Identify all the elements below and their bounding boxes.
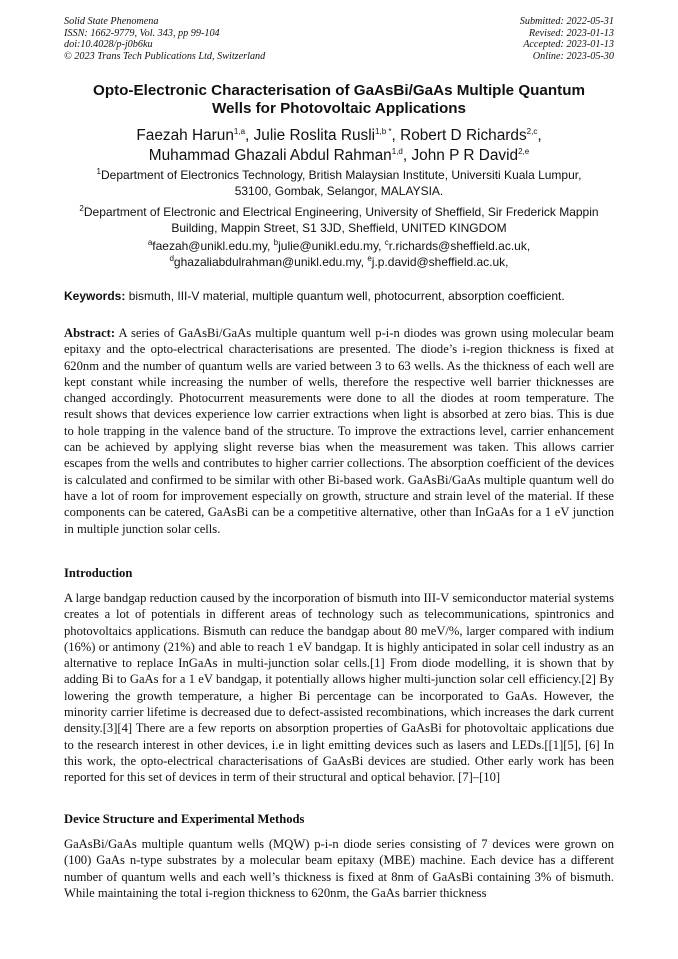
author-affil-mark: 2,c xyxy=(526,126,538,136)
date-accepted: Accepted: 2023-01-13 xyxy=(523,39,614,51)
abstract-label: Abstract: xyxy=(64,326,116,340)
affil-mark: 1 xyxy=(96,167,101,176)
author-name: Julie Roslita Rusli xyxy=(253,127,376,144)
email-link[interactable]: r.richards@sheffield.ac.uk, xyxy=(388,239,531,253)
keywords-label: Keywords: xyxy=(64,289,126,303)
title-line-2: Wells for Photovoltaic Applications xyxy=(212,100,466,117)
keywords-text: bismuth, III-V material, multiple quantum well, photocurrent, absorption coefficient. xyxy=(128,289,565,303)
abstract xyxy=(64,325,614,537)
author-list: Faezah Harun$^{1,a}$, Julie Roslita Rusli$^{1,b *}$, Robert D Richards$^{2,c}$, Muhammad Ghazali Abdul Rahman$^{1,d}$, John P R David$^{2,e}$ xyxy=(136,126,542,164)
affil-text: Department of Electronic and Electrical Engineering, University of Sheffield, Sir Frederick Mappin xyxy=(83,205,599,219)
section-heading-device-structure: Device Structure and Experimental Methods xyxy=(64,812,305,826)
abstract-text: A series of GaAsBi/GaAs multiple quantum well p-i-n diodes was grown using molecular beam epitaxy and the opto-electrical characterisations are presented. The diode’s i-region thickness is fixed at 620nm and the number of quantum wells are varied between 3 to 63 wells. As the thickness of each well are kept constant while increasing the number of wells, therefore the respective well barrier thicknesses are changed accordingly. Photocurrent measurements were done to all the diodes at room temperature. The result shows that devices experience low carrier extractions when light is absorbed at zero bias. This is due to hole trapping in the valence band of the structure. To improve the extractions level, carrier enhancement can be achieved by applying slight reverse bias when the measurement was taken. This allows carrier escapes from the wells and contributes to higher carrier collections. The absorption coefficient of the devices is calculated and confirmed to be similar with other Bi-based work. GaAsBi/GaAs multiple quantum well do have a lot of room for improvement especially on growth, structure and strain level of the material. If these components can be catered, GaAsBi can be a competitive alternative, other than InGaAs for a 1 eV junction in multiple junction solar cells. xyxy=(64,326,614,536)
email-link[interactable]: j.p.david@sheffield.ac.uk, xyxy=(371,254,509,269)
publication-dates xyxy=(520,16,614,62)
section-heading-introduction: Introduction xyxy=(64,566,133,580)
device-structure-text: GaAsBi/GaAs multiple quantum wells (MQW) p-i-n diode series consisting of 7 devices were grown on (100) GaAs n-type substrates by a molecular beam epitaxy (MBE) machine. Each device has a different number of quantum wells and each well’s thickness is fixed at 8nm of GaAsBi containing 3% of bismuth. While maintaining the total i-region thickness to 620nm, the GaAs barrier thickness xyxy=(64,837,614,900)
affiliation-2 xyxy=(64,205,614,236)
title-line-1: Opto-Electronic Characterisation of GaAsBi/GaAs Multiple Quantum xyxy=(93,82,585,99)
author-affil-mark: 1,d xyxy=(391,146,403,156)
author-name: Muhammad Ghazali Abdul Rahman xyxy=(148,147,392,164)
affil-text: Building, Mappin Street, S1 3JD, Sheffield, UNITED KINGDOM xyxy=(171,220,507,235)
affil-mark: 2 xyxy=(79,204,84,213)
introduction-text: A large bandgap reduction caused by the incorporation of bismuth into III-V semiconductor material systems creates a lot of potentials in different areas of technology such as telecommunications, spintronics and photovoltaics applications. Bismuth can reduce the bandgap about 80 meV/%, larger compared with indium (16%) or antimony (21%) and able to reach 1 eV bandgap. It is highly anticipated in solar cell industry as an alternative to replace InGaAs in multi-junction solar cells.[1] From diode modelling, it is shown that by adding Bi to GaAs for a 1 eV bandgap, it potentially allows higher multi-junction solar cell efficiency.[2] By lowering the growth temperature, a higher Bi percentage can be incorporated to GaAs. However, the minority carrier lifetime is decreased due to defect-assisted recombinations, which increases the dark current density.[3][4] There are a few reports on absorption properties of GaAsBi for photovoltaic applications due to the research interest in other devices, i.e in light emitting devices such as lasers and LEDs.[[1][5], [6] In this work, the opto-electrical characterisations of GaAsBi devices are studied. Other early work has been reported for this set of devices in term of their structural and optical behavior. [7]–[10] xyxy=(64,591,614,785)
email-mark: a xyxy=(147,238,153,247)
author-name: John P R David xyxy=(411,147,519,164)
author-affil-mark: 1,b * xyxy=(375,126,392,136)
author-affil-mark: 1,a xyxy=(233,126,246,136)
journal-issn: ISSN: 1662-9779, Vol. 343, pp 99-104 xyxy=(64,27,220,39)
email-link[interactable]: faezah@unikl.edu.my, xyxy=(152,239,271,253)
journal-name: Solid State Phenomena xyxy=(64,16,159,27)
email-link[interactable]: julie@unikl.edu.my, xyxy=(278,239,382,253)
paper-title xyxy=(64,82,614,118)
author-affil-mark: 2,e xyxy=(518,146,530,156)
author-name: Robert D Richards xyxy=(400,127,527,144)
journal-info xyxy=(64,16,265,62)
author-name: Faezah Harun xyxy=(136,127,234,144)
email-mark: c xyxy=(384,238,389,247)
affil-text: Department of Electronics Technology, British Malaysian Institute, Universiti Kuala Lumpur, xyxy=(101,168,582,182)
affiliation-1 xyxy=(64,168,614,199)
email-mark: d xyxy=(169,253,174,263)
date-revised: Revised: 2023-01-13 xyxy=(528,27,614,39)
author-emails xyxy=(64,239,614,270)
journal-doi: doi:10.4028/p-j0b6ku xyxy=(64,39,153,51)
date-online: Online: 2023-05-30 xyxy=(532,50,614,62)
affil-text: 53100, Gombak, Selangor, MALAYSIA. xyxy=(234,183,444,198)
keywords xyxy=(64,289,614,304)
journal-copyright: © 2023 Trans Tech Publications Ltd, Switzerland xyxy=(64,50,266,62)
email-link[interactable]: ghazaliabdulrahman@unikl.edu.my, xyxy=(173,254,364,269)
email-mark: b xyxy=(273,238,279,247)
email-mark: e xyxy=(367,253,372,263)
date-submitted: Submitted: 2022-05-31 xyxy=(519,16,614,27)
